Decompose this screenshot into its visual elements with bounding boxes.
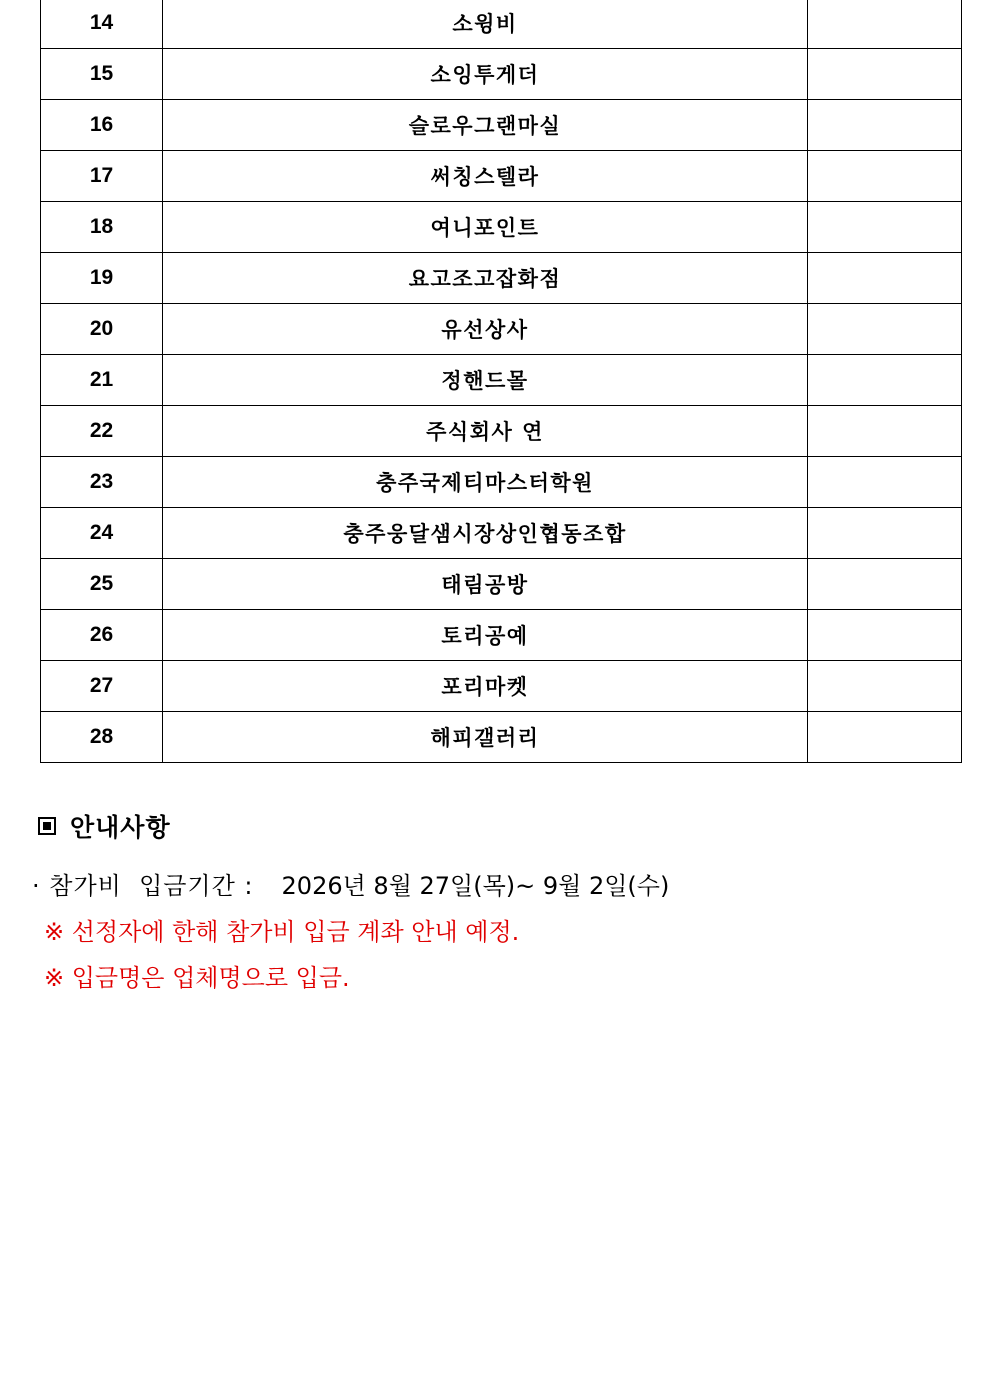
row-number: 26 (41, 610, 163, 661)
company-name: 요고조고잡화점 (163, 253, 808, 304)
row-number: 23 (41, 457, 163, 508)
company-name: 정핸드몰 (163, 355, 808, 406)
payment-period-value: 2026년 8월 27일(목)~ 9월 2일(수) (281, 872, 670, 900)
company-name: 충주웅달샘시장상인협동조합 (163, 508, 808, 559)
empty-cell (808, 559, 962, 610)
table-row (41, 304, 962, 355)
empty-cell (808, 712, 962, 763)
empty-cell (808, 457, 962, 508)
row-number: 27 (41, 661, 163, 712)
company-name: 소윙비 (163, 0, 808, 49)
row-number: 19 (41, 253, 163, 304)
empty-cell (808, 508, 962, 559)
table-row (41, 457, 962, 508)
company-name: 슬로우그랜마실 (163, 100, 808, 151)
company-name: 유선상사 (163, 304, 808, 355)
notice-title: 안내사항 (70, 813, 171, 842)
row-number: 28 (41, 712, 163, 763)
empty-cell (808, 253, 962, 304)
company-name: 포리마켓 (163, 661, 808, 712)
table-row (41, 559, 962, 610)
notice-note: ※ 입금명은 업체명으로 입금. (44, 964, 350, 992)
row-number: 14 (41, 0, 163, 49)
row-number: 17 (41, 151, 163, 202)
row-number: 15 (41, 49, 163, 100)
row-number: 16 (41, 100, 163, 151)
table-row (41, 355, 962, 406)
table-row (41, 49, 962, 100)
company-name: 주식회사 연 (163, 406, 808, 457)
table-row (41, 253, 962, 304)
row-number: 18 (41, 202, 163, 253)
company-name: 소잉투게더 (163, 49, 808, 100)
empty-cell (808, 610, 962, 661)
table-row (41, 100, 962, 151)
table-row (41, 0, 962, 49)
row-number: 24 (41, 508, 163, 559)
payment-period-label: · 참가비 입금기간 : (32, 872, 254, 900)
row-number: 21 (41, 355, 163, 406)
table-row (41, 406, 962, 457)
empty-cell (808, 202, 962, 253)
table-row (41, 202, 962, 253)
empty-cell (808, 49, 962, 100)
table-row (41, 610, 962, 661)
company-name: 태림공방 (163, 559, 808, 610)
company-name: 충주국제티마스터학원 (163, 457, 808, 508)
table-row (41, 151, 962, 202)
table-row (41, 712, 962, 763)
row-number: 25 (41, 559, 163, 610)
empty-cell (808, 0, 962, 49)
empty-cell (808, 406, 962, 457)
company-name: 여니포인트 (163, 202, 808, 253)
company-name: 써칭스텔라 (163, 151, 808, 202)
empty-cell (808, 100, 962, 151)
square-bullet-icon (38, 817, 56, 835)
empty-cell (808, 304, 962, 355)
row-number: 22 (41, 406, 163, 457)
empty-cell (808, 661, 962, 712)
notice-heading (36, 808, 171, 844)
notice-note: ※ 선정자에 한해 참가비 입금 계좌 안내 예정. (44, 918, 520, 946)
row-number: 20 (41, 304, 163, 355)
participant-table (40, 0, 962, 763)
table-row (41, 508, 962, 559)
company-name: 토리공예 (163, 610, 808, 661)
table-row (41, 661, 962, 712)
payment-period (32, 866, 669, 901)
empty-cell (808, 355, 962, 406)
empty-cell (808, 151, 962, 202)
company-name: 해피갤러리 (163, 712, 808, 763)
